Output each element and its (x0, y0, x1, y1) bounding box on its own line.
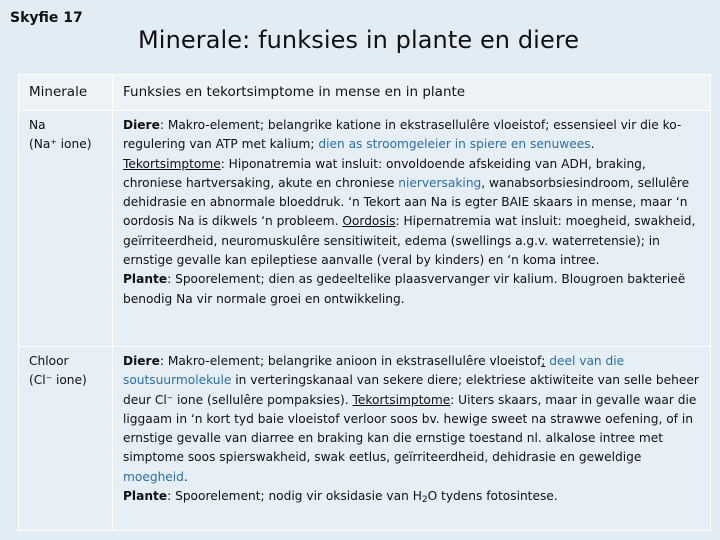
slide-number-label: Skyfie 17 (10, 10, 83, 26)
table-header-row (19, 75, 711, 111)
table-row (19, 347, 711, 531)
mineral-ion: (Na⁺ ione) (29, 137, 92, 152)
tekort-label: Tekortsimptome (352, 392, 451, 407)
page-title: Minerale: funksies in plante en diere (138, 26, 580, 54)
plante-label: Plante (123, 489, 168, 504)
diere-text: : Makro-element; belangrike anioon in ekstrasellulêre vloeistof (159, 354, 542, 368)
mineral-name: Na (29, 118, 46, 132)
oordosis-label: Oordosis (342, 214, 396, 229)
tekort-text: : Uiters skaars, maar in gevalle waar die liggaam in ‘n kort tyd baie vloeistof verloor soos bv. hewige sweet na strawwe oefening, of in ernstige gevalle van diarree en braking kan die ernstige toestand nl. alkalose intree met simptome soos spierswakheid, swak eetlus, geïrriteerdheid, dehidrasie en geweldige (123, 392, 697, 465)
tekort-rest: , wanabsorbsiesindroom, sellulêre dehidrasie en abnormale bloeddruk. ‘n Tekort aan Na is egter BAIE skaars in mense, maar ‘n oordosis Na is dikwels ‘n probleem. (123, 175, 690, 229)
table-row (19, 111, 711, 347)
diere-label: Diere (123, 118, 160, 132)
tekort-text: : Hiponatremia wat insluit: onvoldoende afskeiding van ADH, braking, chroniese hartversaking, akute en chroniese (123, 156, 646, 190)
mineral-ion: (Cl⁻ ione) (29, 373, 87, 388)
column-header-minerale: Minerale (19, 75, 113, 111)
diere-end: . (590, 137, 595, 152)
column-header-funksies: Funksies en tekortsimptome in mense en in plante (113, 75, 711, 111)
diere-highlight: deel van die soutsuurmolekule (123, 354, 625, 388)
mineral-cell (19, 347, 113, 531)
mineral-cell (19, 111, 113, 347)
plante-text-b: O tydens fotosintese. (427, 489, 558, 504)
oordosis-text: : Hipernatremia wat insluit: moegheid, swakheid, geïrriteerdheid, neuromuskulêre sensitiwiteit, edema (swellings a.g.v. waterretensie); in ernstige gevalle kan epileptiese aanvalle (veral by kinders) en ‘n koma intree. (123, 214, 696, 268)
plante-text-a: : Spoorelement; nodig vir oksidasie van H (167, 489, 422, 504)
diere-text: : Makro-element; belangrike katione in ekstrasellulêre vloeistof; essensieel vir die ko-regulering van ATP met kalium; (123, 118, 682, 152)
plante-text: : Spoorelement; dien as gedeeltelike plaasvervanger vir kalium. Blougroen bakterieë benodig Na vir normale groei en ontwikkeling. (123, 272, 686, 306)
diere-underlined-punct: ; (541, 354, 546, 368)
function-cell (113, 111, 711, 347)
diere-label: Diere (123, 354, 160, 368)
tekort-highlight: nierversaking (398, 175, 482, 190)
diere-highlight: dien as stroomgeleier in spiere en senuwees (318, 137, 591, 152)
tekort-highlight: moegheid (123, 469, 184, 484)
tekort-label: Tekortsimptome (123, 156, 221, 171)
diere-mid: in verteringskanaal van sekere diere; elektriese aktiwiteite van selle beheer deur Cl⁻ ione (sellulêre pompaksies). (123, 373, 699, 407)
tekort-end: . (183, 469, 188, 484)
mineral-name: Chloor (29, 354, 69, 368)
plante-subscript: 2 (421, 495, 428, 506)
minerals-table (18, 74, 711, 531)
plante-label: Plante (123, 272, 168, 287)
function-cell (113, 347, 711, 531)
